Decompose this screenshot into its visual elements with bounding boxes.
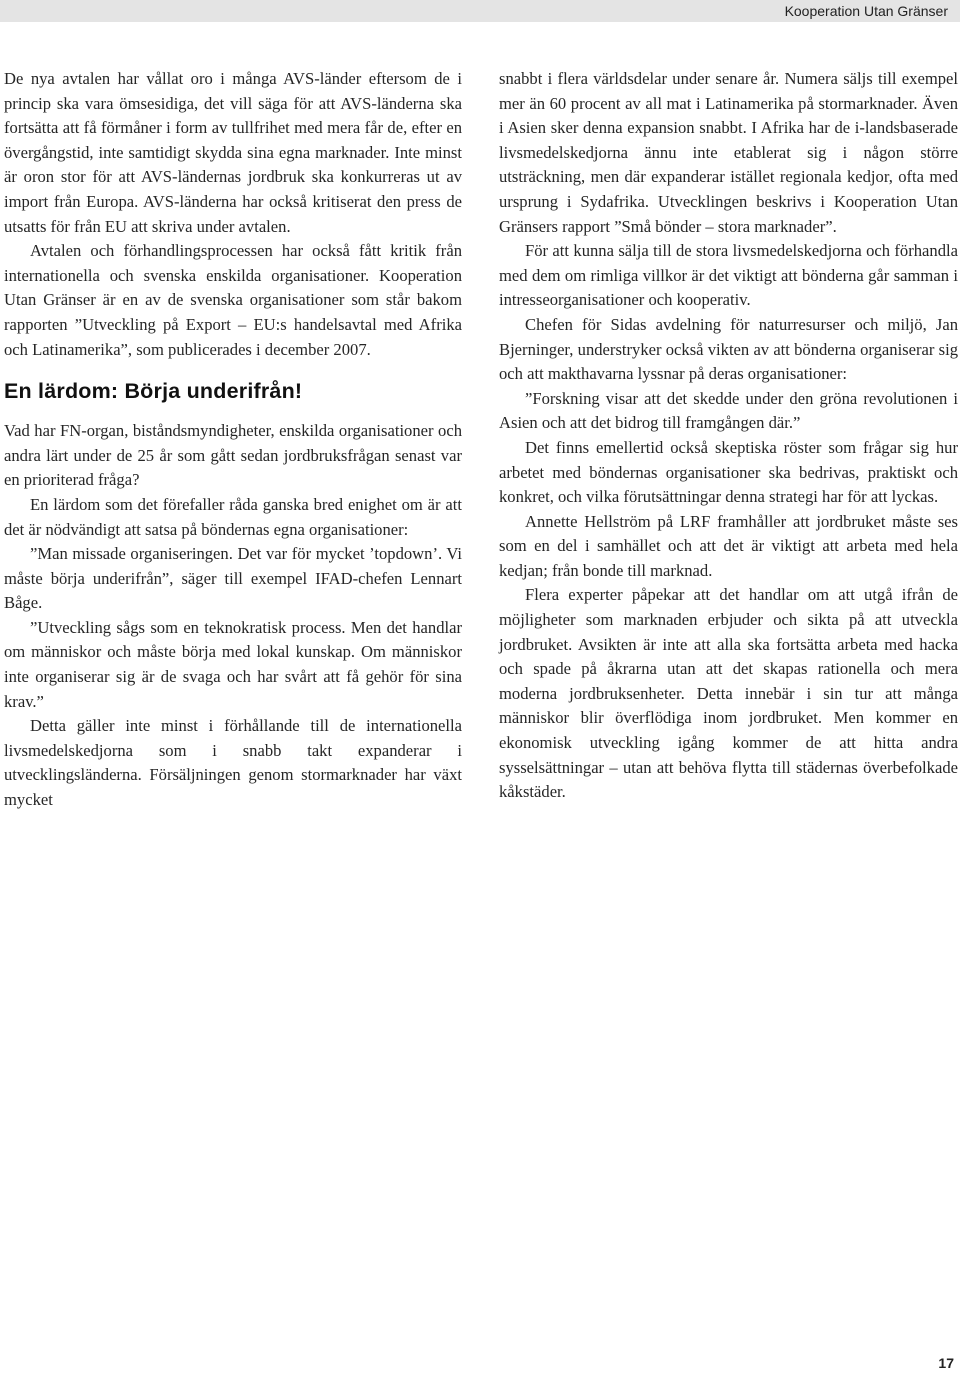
paragraph: Flera experter påpekar att det handlar om att utgå ifrån de möjligheter som marknaden erbjuder och sikta på att utveckla jordbruket. Avsikten är inte att alla ska fortsätta arbeta med hacka och spade på åkrarna utan att det skapas rationella och mera moderna jordbruksenheter. Detta innebär i sin tur att många människor blir överflödiga inom jordbruket. Men kommer en ekonomisk utveckling igång kommer de att hitta andra sysselsättningar – utan att behöva flytta till städernas överbefolkade kåkstäder. [499,585,958,802]
left-column [4,67,462,813]
running-header-title: Kooperation Utan Gränser [784,3,948,19]
paragraph: Detta gäller inte minst i förhållande till de internationella livsmedelskedjorna som i snabb takt expanderar i utvecklingsländerna. Försäljningen genom stormarknader har växt mycket [4,716,462,810]
quote-paragraph: ”Man missade organiseringen. Det var för mycket ’topdown’. Vi måste börja underifrån”, säger till exempel IFAD-chefen Lennart Båge. [4,544,462,613]
quote-paragraph: ”Utveckling sågs som en teknokratisk process. Men det handlar om människor och måste börja med lokal kunskap. Om människor inte organiserar sig är de svaga och har svårt att få gehör för sina krav.” [4,617,462,711]
paragraph: Chefen för Sidas avdelning för naturresurser och miljö, Jan Bjerninger, understryker också vikten av att bönderna organiserar sig och att makthavarna lyssnar på deras organisationer: [499,314,958,384]
paragraph: Vad har FN-organ, biståndsmyndigheter, enskilda organisationer och andra lärt under de 25 år som gått sedan jordbruksfrågan senast var en prioriterad fråga? [4,421,462,490]
paragraph: Avtalen och förhandlingsprocessen har också fått kritik från internationella och svenska enskilda organisationer. Kooperation Utan Gränser är en av de svenska organisationer som står bakom rapporten ”Utveckling på Export – EU:s handelsavtal med Afrika och Latinamerika”, som publicerades i december 2007. [4,241,462,359]
paragraph: snabbt i flera världsdelar under senare år. Numera säljs till exempel mer än 60 procent av all mat i Latinamerika på stormarknader. Även i Asien sker denna expansion snabbt. I Afrika har de i-landsbaserade livsmedelskedjorna ännu inte etablerat sig i någon större utsträckning, men där expanderar istället regionala kedjor, ofta med ursprung i Sydafrika. Utvecklingen beskrivs i Kooperation Utan Gränsers rapport ”Små bönder – stora marknader”. [499,69,958,236]
right-column [499,67,958,805]
paragraph: Annette Hellström på LRF framhåller att jordbruket måste ses som en del i samhället och att det är viktigt att arbeta med hela kedjan; från bonde till marknad. [499,511,958,580]
running-header [0,0,960,22]
paragraph: En lärdom som det förefaller råda ganska bred enighet om är att det är nödvändigt att satsa på böndernas egna organisationer: [4,494,462,539]
page-number: 17 [938,1355,954,1371]
section-heading: En lärdom: Börja underifrån! [4,379,303,404]
paragraph: För att kunna sälja till de stora livsmedelskedjorna och förhandla med dem om rimliga villkor är det viktigt att bönderna går samman i intresseorganisationer och kooperativ. [499,241,958,310]
quote-paragraph: ”Forskning visar att det skedde under den gröna revolutionen i Asien och att det bidrog till framgången där.” [499,388,958,433]
paragraph: Det finns emellertid också skeptiska röster som frågar sig hur arbetet med böndernas organisationer ska bedrivas, praktiskt och konkret, och vilka förutsättningar denna strategi har för att lyckas. [499,437,958,507]
paragraph: De nya avtalen har vållat oro i många AVS-länder eftersom de i princip ska vara ömsesidiga, det vill säga för att AVS-länderna ska fortsätta att få förmåner i form av tullfrihet med mera får de, efter en övergångstid, inte samtidigt skydda sina egna marknader. Inte minst är oron stor för att AVS-ländernas jordbruk ska konkurreras ut av import från Europa. AVS-länderna har också kritiserat den press de utsatts för från EU att skriva under avtalen. [4,69,462,236]
